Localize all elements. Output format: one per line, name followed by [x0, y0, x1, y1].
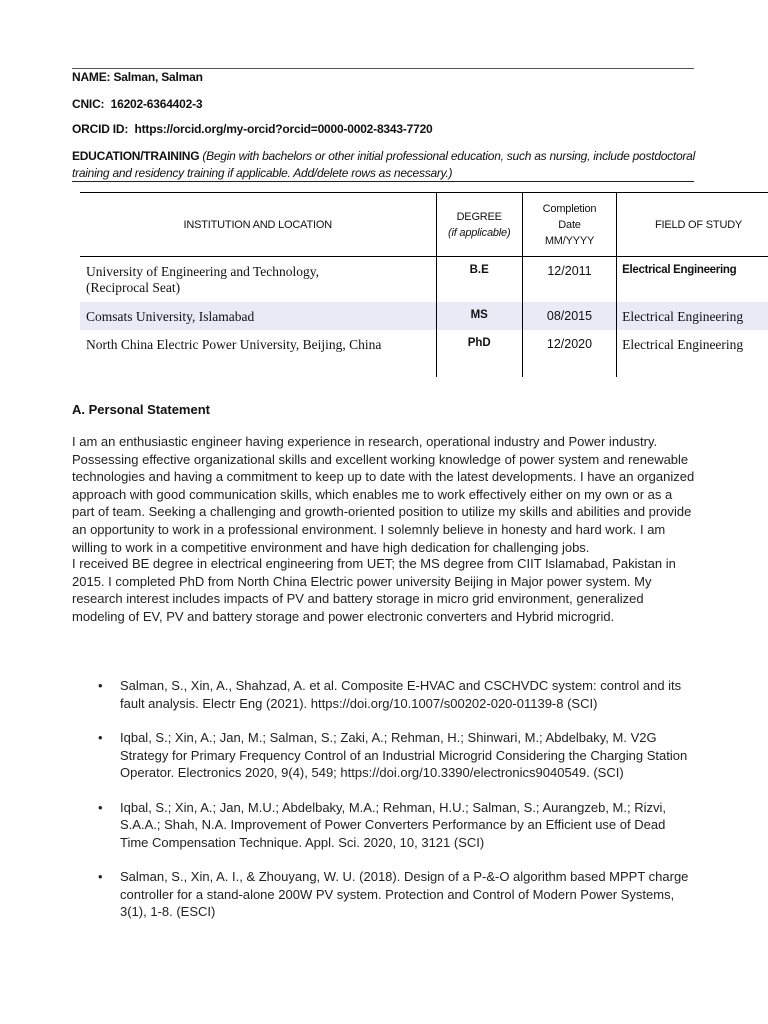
cnic-value: 16202-6364402-3 — [110, 97, 203, 111]
cell-field: Electrical Engineering — [617, 302, 768, 330]
cell-field: Electrical Engineering — [622, 336, 744, 352]
col-completion-label: Completion — [542, 202, 597, 215]
bullet-icon: • — [98, 799, 103, 815]
name-label: NAME: — [72, 70, 111, 84]
cell-institution: University of Engineering and Technology, (Reciprocal Seat) — [80, 257, 436, 302]
education-label: EDUCATION/TRAINING — [72, 149, 200, 163]
publication-item — [72, 868, 712, 921]
col-institution: INSTITUTION AND LOCATION — [80, 193, 436, 257]
orcid-value: https://orcid.org/my-orcid?orcid=0000-0002-8343-7720 — [134, 122, 433, 136]
personal-statement-paragraph-2: I received BE degree in electrical engineering from UET; the MS degree from CIIT Islamabad, Pakistan in 2015. I completed PhD from North China Electric power university Beijing in Major power system. My research interest includes impacts of PV and battery storage in micro grid environment, generalized modeling of EV, PV and battery storage and power electronic converters and Hybrid microgrid. — [72, 556, 676, 624]
bullet-icon: • — [98, 730, 103, 745]
cell-date: 12/2020 — [522, 330, 616, 377]
publication-text: Salman, S., Xin, A., Shahzad, A. et al. Composite E-HVAC and CSCHVDC system: control and its fault analysis. Electr Eng (2021). https://doi.org/10.1007/s00202-020-01139-8 (SCI) — [120, 678, 682, 711]
cell-degree: MS — [436, 302, 522, 330]
orcid-line — [72, 122, 433, 136]
cell-institution: North China Electric Power University, Beijing, China — [80, 330, 436, 377]
publication-list — [72, 677, 712, 938]
bullet-icon: • — [98, 678, 103, 693]
table-row — [80, 257, 768, 302]
cell-institution: Comsats University, Islamabad — [80, 302, 436, 330]
education-rule — [72, 181, 694, 182]
cell-date: 12/2011 — [522, 257, 616, 302]
publication-text: Salman, S., Xin, A. I., & Zhouyang, W. U. (2018). Design of a P-&-O algorithm based MPPT charge controller for a stand-alone 200W PV system. Protection and Control of Modern Power Systems, 3(1), 1-8. (ESCI) — [120, 869, 689, 919]
cell-degree: B.E — [436, 257, 522, 302]
col-degree-note: (if applicable) — [447, 226, 511, 239]
col-degree-label: DEGREE — [456, 210, 502, 223]
table-row — [80, 330, 768, 377]
orcid-label: ORCID ID: — [72, 122, 129, 136]
col-completion — [522, 193, 616, 257]
cnic-label: CNIC: — [72, 97, 105, 111]
personal-statement-heading: A. Personal Statement — [72, 402, 210, 417]
name-line — [72, 70, 203, 84]
table-header-row — [80, 193, 768, 257]
personal-statement-paragraph-1: I am an enthusiastic engineer having experience in research, operational industry and Power industry. Possessing effective organizational skills and excellent working knowledge of power system and renewable technologies and having a commitment to keep up to date with the latest developments. I have an organized approach with good communication skills, which enables me to work effectively either on my own or as a part of team. Seeking a challenging and growth-oriented position to utilize my skills and abilities and provide an opportunity to work in a professional environment. I solemnly believe in honesty and hard work. I am willing to work in a competitive environment and have high dedication for challenging jobs. — [72, 434, 695, 555]
bullet-icon: • — [98, 869, 103, 884]
col-completion-label-2: Date — [558, 218, 581, 231]
publication-item — [72, 677, 712, 712]
name-value: Salman, Salman — [113, 70, 203, 84]
education-note: (Begin with bachelors or other initial professional education, such as nursing, include postdoctoral training and residency training if applicable. Add/delete rows as necessary.) — [72, 149, 696, 180]
cell-degree: PhD — [436, 330, 522, 377]
cell-date: 08/2015 — [522, 302, 616, 330]
table-row — [80, 302, 768, 330]
education-heading — [72, 148, 696, 182]
publication-item — [72, 799, 712, 852]
publication-text: Iqbal, S.; Xin, A.; Jan, M.; Salman, S.; Zaki, A.; Rehman, H.; Shinwari, M.; Abdelbaky, M. V2G Strategy for Primary Frequency Control of an Industrial Microgrid Considering the Charging Station Operator. Electronics 2020, 9(4), 549; https://doi.org/10.3390/electronics9040549. (SCI) — [120, 730, 688, 780]
col-degree — [436, 193, 522, 257]
cnic-line — [72, 97, 202, 111]
cell-field: Electrical Engineering — [622, 264, 737, 276]
publication-item — [72, 729, 712, 782]
col-completion-format: MM/YYYY — [544, 234, 595, 247]
publication-text: Iqbal, S.; Xin, A.; Jan, M.U.; Abdelbaky, M.A.; Rehman, H.U.; Salman, S.; Aurangzeb, M.; Rizvi, S.A.A.; Shah, N.A. Improvement of Power Converters Performance by an Efficient use of Dead Time Compensation Technique. Appl. Sci. 2020, 10, 3121 (SCI) — [120, 799, 666, 850]
education-table — [80, 192, 768, 377]
top-rule — [72, 68, 694, 69]
col-field: FIELD OF STUDY — [617, 193, 768, 257]
